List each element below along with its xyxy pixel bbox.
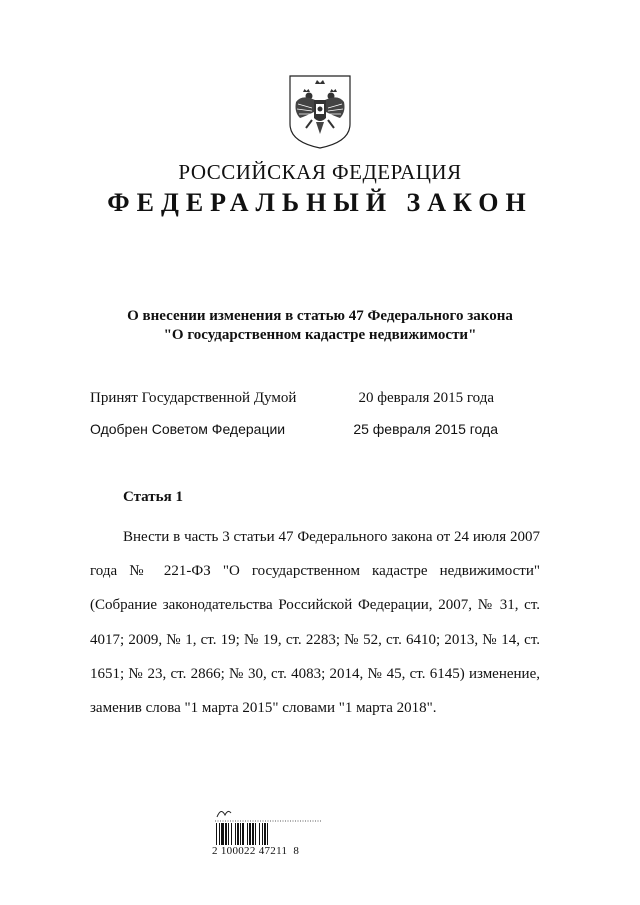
barcode-bar <box>219 823 220 845</box>
handwritten-mark <box>213 803 323 823</box>
barcode-bar <box>216 823 217 845</box>
approved-label: Одобрен Советом Федерации <box>90 421 286 437</box>
document-type: ФЕДЕРАЛЬНЫЙ ЗАКОН <box>107 188 533 217</box>
article-body <box>90 520 540 725</box>
article-text: Внести в часть 3 статьи 47 Федерального закона от 24 июля 2007 года № 221-ФЗ "О государственном кадастре недвижимости" (Собрание законодательства Российской Федерации, 2007, № 31, ст. 4017; 2009, № 1, ст. 19; № 19, ст. 2283; № 52, ст. 6410; 2013, № 14, ст. 1651; № 23, ст. 2866; № 30, ст. 4083; 2014, № 45, ст. 6145) изменение, заменив слова "1 марта 2015" словами "1 марта 2018". <box>90 529 540 717</box>
country-name: РОССИЙСКАЯ ФЕДЕРАЦИЯ <box>178 160 462 184</box>
law-title-line-1: О внесении изменения в статью 47 Федерального закона <box>127 308 513 324</box>
barcode-bar <box>267 823 268 845</box>
barcode-bar <box>252 823 254 845</box>
barcode-bar <box>225 823 227 845</box>
barcode-bar <box>242 823 244 845</box>
barcode-bar <box>255 823 256 845</box>
barcode-bar <box>264 823 266 845</box>
law-title-line-2: "О государственном кадастре недвижимости" <box>163 327 477 343</box>
adopted-date: 20 февраля 2015 года <box>358 390 494 406</box>
barcode-bar <box>237 823 239 845</box>
approved-date: 25 февраля 2015 года <box>353 421 498 437</box>
barcode <box>216 823 298 845</box>
article-heading: Статья 1 <box>123 489 183 505</box>
barcode-bar <box>221 823 224 845</box>
law-title <box>0 307 640 345</box>
barcode-bar <box>231 823 232 845</box>
barcode-number: 2 100022 47211 8 <box>212 845 300 857</box>
barcode-bar <box>247 823 248 845</box>
barcode-bar <box>240 823 241 845</box>
barcode-bar <box>228 823 229 845</box>
barcode-bar <box>249 823 251 845</box>
barcode-bar <box>259 823 260 845</box>
adopted-label: Принят Государственной Думой <box>90 390 297 406</box>
coat-of-arms-emblem <box>288 72 352 150</box>
barcode-bar <box>235 823 236 845</box>
barcode-bar <box>262 823 263 845</box>
